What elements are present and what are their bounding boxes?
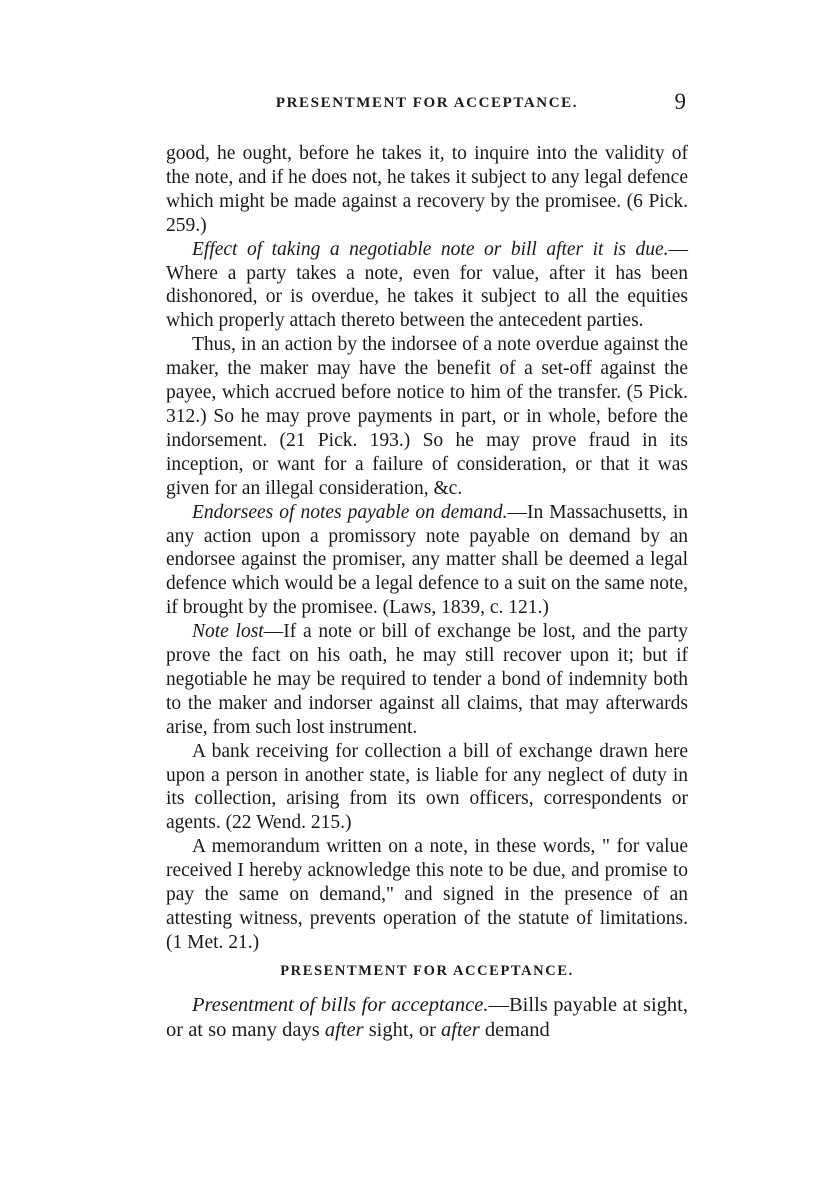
- body-text: [166, 142, 688, 1043]
- page-number: 9: [674, 89, 686, 114]
- paragraph-text: —Where a party takes a note, even for value, after it has been dishonored, or is overdue, he takes it subject to all the equities which properly attach thereto between the antecedent parties.: [166, 238, 688, 332]
- running-title: PRESENTMENT FOR ACCEPTANCE.: [275, 95, 579, 111]
- paragraph-memorandum: [166, 835, 688, 955]
- paragraph-text: —Bills payable at sight, or at so many days: [166, 993, 688, 1041]
- paragraph-heading: Endorsees of notes payable on demand.: [192, 501, 508, 523]
- paragraph-heading: Note lost: [192, 621, 264, 643]
- section-heading: PRESENTMENT FOR ACCEPTANCE.: [280, 962, 574, 979]
- paragraph-text: —If a note or bill of exchange be lost, and the party prove the fact on his oath, he may still recover upon it; but if negotiable he may be required to tender a bond of indemnity both to the maker and indorser against all claims, that may afterwards arise, from such lost instrument.: [166, 621, 688, 738]
- italic-word: after: [324, 1018, 364, 1041]
- running-head: [168, 89, 686, 116]
- paragraph-effect-of-taking: [166, 238, 688, 334]
- paragraph-continuation: [166, 142, 688, 238]
- paragraph-text: Thus, in an action by the indorsee of a note overdue against the maker, the maker may have the benefit of a set-off against the payee, which accrued before notice to him of the transfer. (5 Pick. 312.) So he may prove payments in part, or in whole, before the indorsement. (21 Pick. 193.) So he may prove fraud in its inception, or want for a failure of consideration, or that it was given for an illegal consideration, &c.: [166, 334, 688, 499]
- paragraph-bank-collection: [166, 740, 688, 836]
- paragraph-heading: Effect of taking a negotiable note or bill after it is due.: [192, 238, 669, 260]
- paragraph-presentment: [166, 993, 688, 1043]
- paragraph-endorsees-on-demand: [166, 501, 688, 621]
- paragraph-text: good, he ought, before he takes it, to inquire into the validity of the note, and if he does not, he takes it subject to any legal defence which might be made against a recovery by the promisee. (6 Pick. 259.): [166, 143, 688, 236]
- paragraph-text: —In Massachusetts, in any action upon a promissory note payable on demand by an endorsee against the promiser, any matter shall be deemed a legal defence which would be a legal defence to a suit on the same note, if brought by the promisee. (Laws, 1839, c. 121.): [166, 501, 688, 619]
- paragraph-heading: Presentment of bills for acceptance.: [192, 993, 489, 1016]
- paragraph-text: A memorandum written on a note, in these words, " for value received I hereby acknowledge this note to be due, and promise to pay the same on demand," and signed in the presence of an attesting witness, prevents operation of the statute of limitations. (1 Met. 21.): [166, 836, 688, 953]
- italic-word: after: [441, 1018, 480, 1041]
- paragraph-note-lost: [166, 620, 688, 740]
- paragraph-text: demand: [479, 1018, 550, 1041]
- paragraph-text: sight, or: [363, 1018, 442, 1041]
- paragraph-indorsee-action: [166, 333, 688, 500]
- paragraph-text: A bank receiving for collection a bill of exchange drawn here upon a person in another state, is liable for any neglect of duty in its collection, arising from its own officers, correspondents or agents. (22 Wend. 215.): [166, 740, 688, 834]
